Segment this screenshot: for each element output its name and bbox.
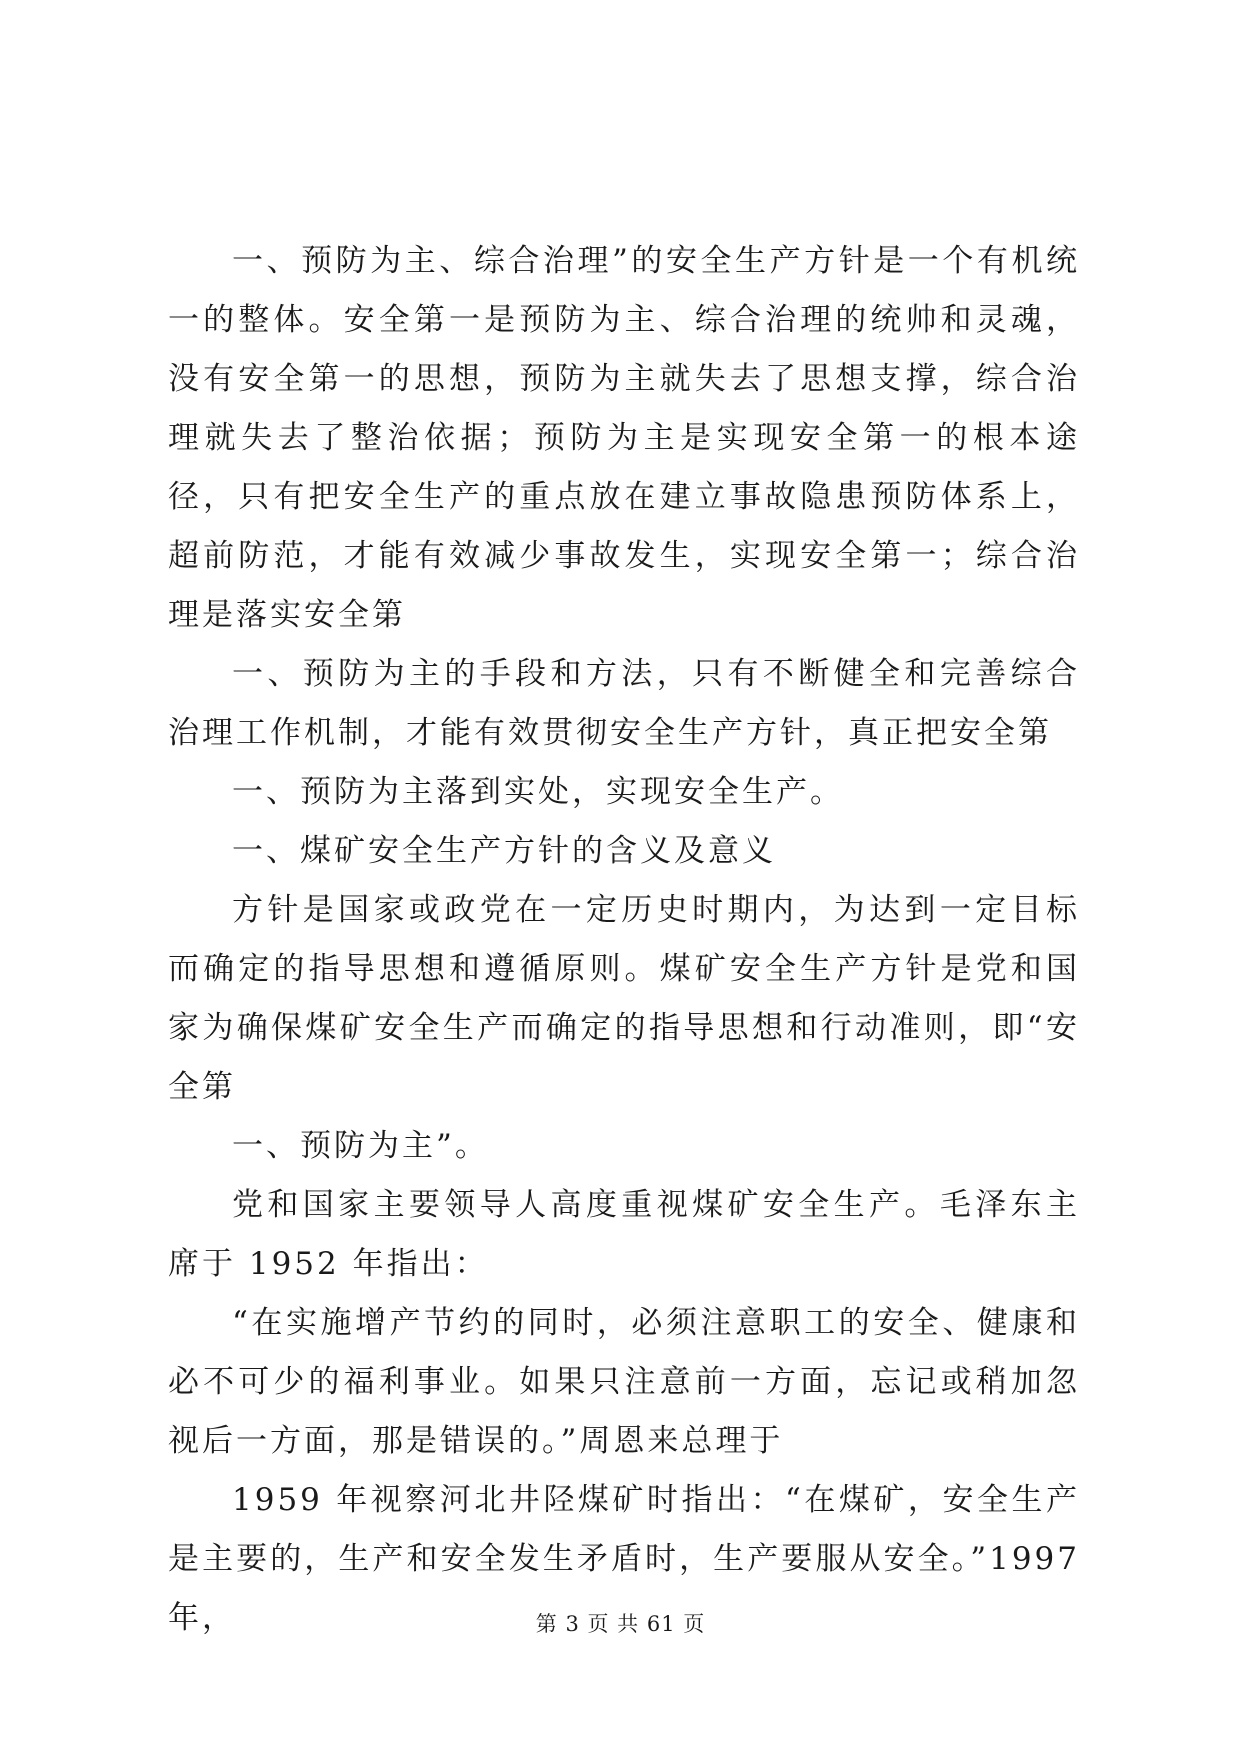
paragraph: 方针是国家或政党在一定历史时期内，为达到一定目标而确定的指导思想和遵循原则。煤矿安全生产方针是党和国家为确保煤矿安全生产而确定的指导思想和行动准则，即“安全第 [168, 892, 1080, 1105]
paragraph: 1959 年视察河北井陉煤矿时指出：“在煤矿，安全生产是主要的，生产和安全发生矛盾时，生产要服从安全。”1997 年， [168, 1482, 1093, 1636]
page-number-footer: 第 3 页 共 61 页 [535, 1612, 706, 1636]
paragraph: 一、煤矿安全生产方针的含义及意义 [232, 833, 776, 869]
paragraph: 一、预防为主”。 [232, 1128, 489, 1164]
paragraph: 一、预防为主、综合治理”的安全生产方针是一个有机统一的整体。安全第一是预防为主、综合治理的统帅和灵魂，没有安全第一的思想，预防为主就失去了思想支撑，综合治理就失去了整治依据；预防为主是实现安全第一的根本途径，只有把安全生产的重点放在建立事故隐患预防体系上，超前防范，才能有效减少事故发生，实现安全第一；综合治理是落实安全第 [168, 243, 1080, 633]
paragraph: 一、预防为主的手段和方法，只有不断健全和完善综合治理工作机制，才能有效贯彻安全生产方针，真正把安全第 [168, 656, 1080, 751]
paragraph: 党和国家主要领导人高度重视煤矿安全生产。毛泽东主席于 1952 年指出： [168, 1187, 1080, 1282]
body-text [168, 232, 1093, 1648]
paragraph: “在实施增产节约的同时，必须注意职工的安全、健康和必不可少的福利事业。如果只注意前一方面，忘记或稍加忽视后一方面，那是错误的。”周恩来总理于 [168, 1305, 1080, 1459]
paragraph: 一、预防为主落到实处，实现安全生产。 [232, 774, 844, 810]
